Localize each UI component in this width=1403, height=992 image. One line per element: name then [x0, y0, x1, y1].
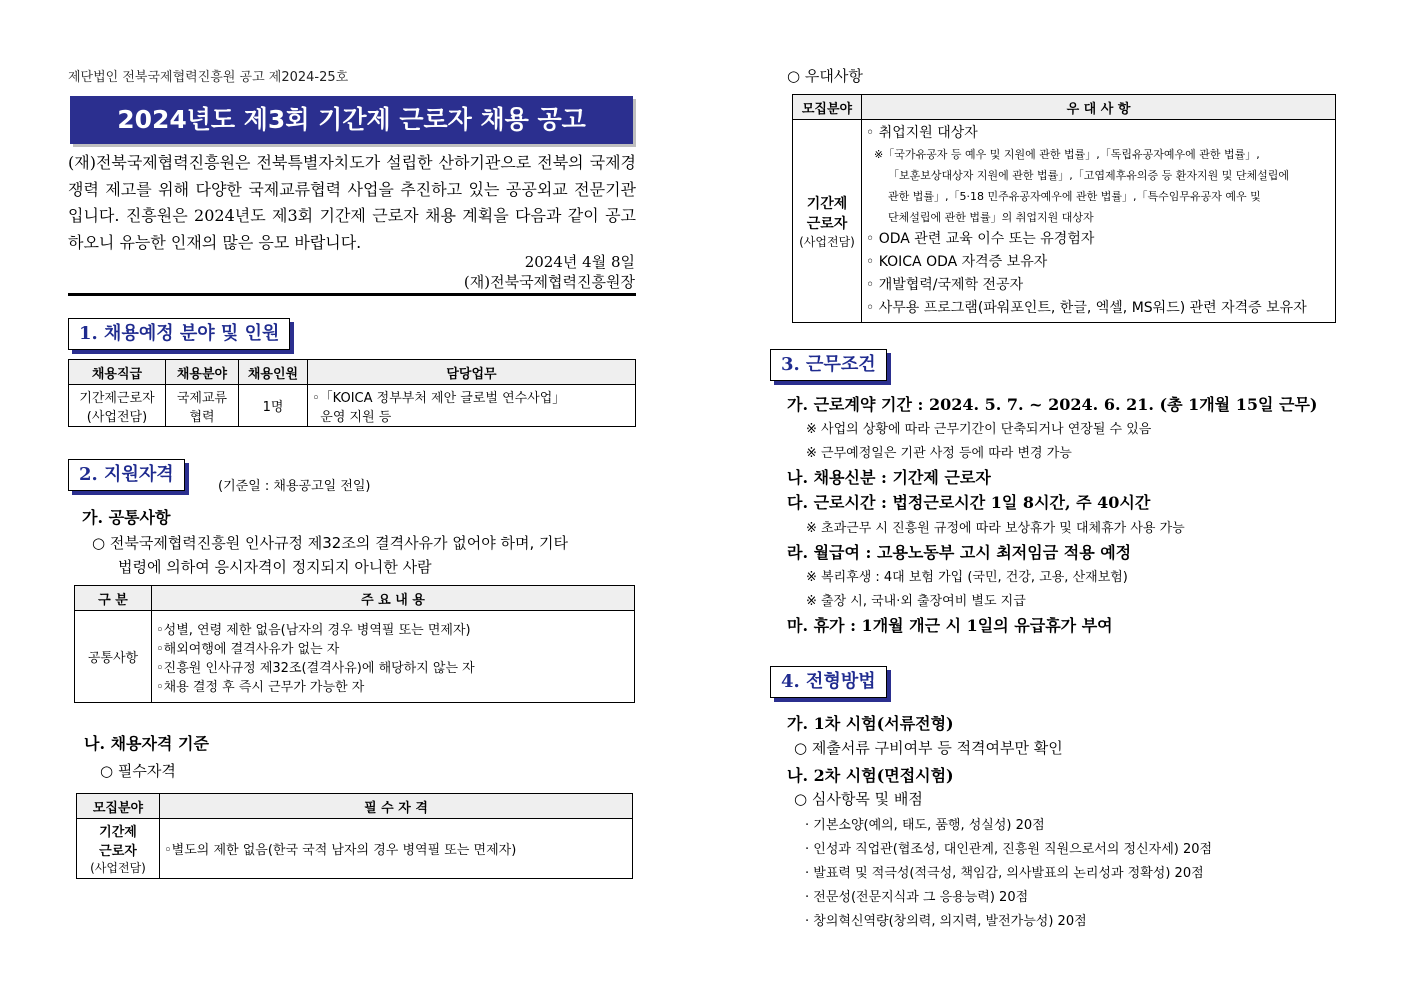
criteria-item: · 인성과 직업관(협조성, 대인관계, 진흥원 직원으로서의 정신자세) 20점 — [805, 842, 1213, 857]
working-hours: 다. 근로시간 : 법정근로시간 1일 8시간, 주 40시간 — [787, 493, 1151, 512]
pref-note: ※「국가유공자 등 예우 및 지원에 관한 법률」,「독립유공자예우에 관한 법률」, — [874, 148, 1260, 161]
notice-number: 제단법인 전북국제협력진흥원 공고 제2024-25호 — [68, 70, 349, 85]
pref-label-line: (사업전담) — [799, 234, 855, 249]
common-item: ◦해외여행에 결격사유가 없는 자 — [156, 641, 340, 657]
cell-grade: 기간제근로자 (사업전담) — [69, 385, 166, 427]
section-1-title: 1. 채용예정 분야 및 인원 — [68, 318, 290, 350]
divider — [68, 293, 636, 296]
issuing-organization: (재)전북국제협력진흥원장 — [463, 273, 635, 291]
selection-stage-2: 나. 2차 시험(면접시험) — [787, 766, 954, 785]
work-note: ※ 출장 시, 국내·외 출장여비 별도 지급 — [806, 594, 1026, 609]
leave-policy: 마. 휴가 : 1개월 개근 시 1일의 유급휴가 부여 — [787, 616, 1113, 635]
recruitment-table — [68, 359, 636, 427]
selection-stage-1: 가. 1차 시험(서류전형) — [787, 714, 954, 733]
work-note: ※ 복리후생 : 4대 보험 가입 (국민, 건강, 고용, 산재보험) — [806, 570, 1128, 585]
section-3-title: 3. 근무조건 — [770, 349, 887, 381]
page-title: 2024년도 제3회 기간제 근로자 채용 공고 — [70, 96, 633, 144]
section-2-title: 2. 지원자격 — [68, 459, 185, 491]
cell-req-label — [77, 819, 160, 879]
col-header-pref-field: 모집분야 — [793, 95, 862, 120]
col-header-duty: 담당업무 — [308, 360, 636, 385]
work-note: ※ 근무예정일은 기관 사정 등에 따라 변경 가능 — [806, 446, 1072, 461]
pref-item: ◦ KOICA ODA 자격증 보유자 — [866, 254, 1048, 270]
cell-field: 국제교류 협력 — [166, 385, 239, 427]
section-2-note: (기준일 : 채용공고일 전일) — [218, 479, 371, 494]
req-label-line: 근로자 — [99, 844, 137, 859]
cell-count: 1명 — [239, 385, 308, 427]
sub-b-title: 나. 채용자격 기준 — [84, 734, 209, 753]
sub-b-subtitle: ○ 필수자격 — [100, 762, 176, 780]
pref-item: ◦ 취업지원 대상자 — [866, 125, 978, 141]
work-note: ※ 사업의 상황에 따라 근무기간이 단축되거나 연장될 수 있음 — [806, 422, 1152, 437]
work-contract-period: 가. 근로계약 기간 : 2024. 5. 7. ~ 2024. 6. 21. (총 1개월 15일 근무) — [787, 395, 1318, 414]
preference-title: ○ 우대사항 — [787, 67, 863, 85]
cell-pref-label — [793, 120, 862, 323]
pref-note: 단체설립에 관한 법률」의 취업지원 대상자 — [888, 211, 1094, 224]
section-4-title: 4. 전형방법 — [770, 666, 887, 698]
selection-stage-1-item: ○ 제출서류 구비여부 등 적격여부만 확인 — [794, 739, 1063, 757]
sub-a-body-line1: ○ 전북국제협력진흥원 인사규정 제32조의 결격사유가 없어야 하며, 기타 — [92, 534, 569, 552]
common-item: ◦성별, 연령 제한 없음(남자의 경우 병역필 또는 면제자) — [156, 622, 471, 638]
sub-a-title: 가. 공통사항 — [82, 508, 171, 527]
pref-item: ◦ ODA 관련 교육 이수 또는 유경험자 — [866, 231, 1095, 247]
common-table — [74, 585, 635, 703]
criteria-item: · 기본소양(예의, 태도, 품행, 성실성) 20점 — [805, 818, 1045, 833]
col-header-category: 구 분 — [75, 586, 152, 611]
criteria-item: · 발표력 및 적극성(적극성, 책임감, 의사발표의 논리성과 정확성) 20점 — [805, 866, 1204, 881]
sub-a-body-line2: 법령에 의하여 응시자격이 정지되지 아니한 사람 — [118, 558, 432, 576]
pref-note: 관한 법률」,「5·18 민주유공자예우에 관한 법률」,「특수임무유공자 예우 및 — [888, 190, 1261, 203]
req-label-line: (사업전담) — [90, 861, 146, 875]
cell-common-label: 공통사항 — [75, 611, 152, 703]
work-note: ※ 초과근무 시 진흥원 규정에 따라 보상휴가 및 대체휴가 사용 가능 — [806, 521, 1185, 536]
cell-pref-items — [862, 120, 1336, 323]
cell-duty: ◦「KOICA 정부부처 제안 글로벌 연수사업」 운영 지원 등 — [308, 385, 636, 427]
col-header-grade: 채용직급 — [69, 360, 166, 385]
cell-common-items — [152, 611, 635, 703]
col-header-content: 주 요 내 용 — [152, 586, 635, 611]
cell-req-body: ◦별도의 제한 없음(한국 국적 남자의 경우 병역필 또는 면제자) — [160, 819, 633, 879]
pref-item: ◦ 개발협력/국제학 전공자 — [866, 277, 1024, 293]
intro-paragraph: (재)전북국제협력진흥원은 전북특별자치도가 설립한 산하기관으로 전북의 국제경쟁력 제고를 위해 다양한 국제교류협력 사업을 추진하고 있는 공공외교 전문기관입니다. 진흥원은 2024년도 제3회 기간제 근로자 채용 계획을 다음과 같이 공고하오니 유능한 인재의 많은 응모 바랍니다. — [68, 153, 636, 252]
preference-table — [792, 94, 1336, 323]
col-header-count: 채용인원 — [239, 360, 308, 385]
notice-date: 2024년 4월 8일 — [524, 253, 635, 271]
monthly-salary: 라. 월급여 : 고용노동부 고시 최저임금 적용 예정 — [787, 543, 1132, 562]
pref-label-line: 근로자 — [806, 215, 848, 232]
col-header-pref: 우 대 사 항 — [862, 95, 1336, 120]
pref-item: ◦ 사무용 프로그램(파워포인트, 한글, 엑셀, MS워드) 관련 자격증 보유자 — [866, 300, 1307, 316]
common-item: ◦진흥원 인사규정 제32조(결격사유)에 해당하지 않는 자 — [156, 660, 475, 676]
pref-label-line: 기간제 — [806, 195, 848, 212]
col-header-field: 채용분야 — [166, 360, 239, 385]
selection-stage-2-item: ○ 심사항목 및 배점 — [794, 790, 923, 808]
requirements-table — [76, 793, 633, 879]
col-header-recruit-field: 모집분야 — [77, 794, 160, 819]
col-header-required: 필 수 자 격 — [160, 794, 633, 819]
req-label-line: 기간제 — [99, 825, 137, 840]
employment-status: 나. 채용신분 : 기간제 근로자 — [787, 468, 991, 487]
pref-note: 「보훈보상대상자 지원에 관한 법률」,「고엽제후유의증 등 환자지원 및 단체설립에 — [888, 169, 1290, 182]
criteria-item: · 창의혁신역량(창의력, 의지력, 발전가능성) 20점 — [805, 914, 1087, 929]
criteria-item: · 전문성(전문지식과 그 응용능력) 20점 — [805, 890, 1029, 905]
common-item: ◦채용 결정 후 즉시 근무가 가능한 자 — [156, 679, 365, 695]
